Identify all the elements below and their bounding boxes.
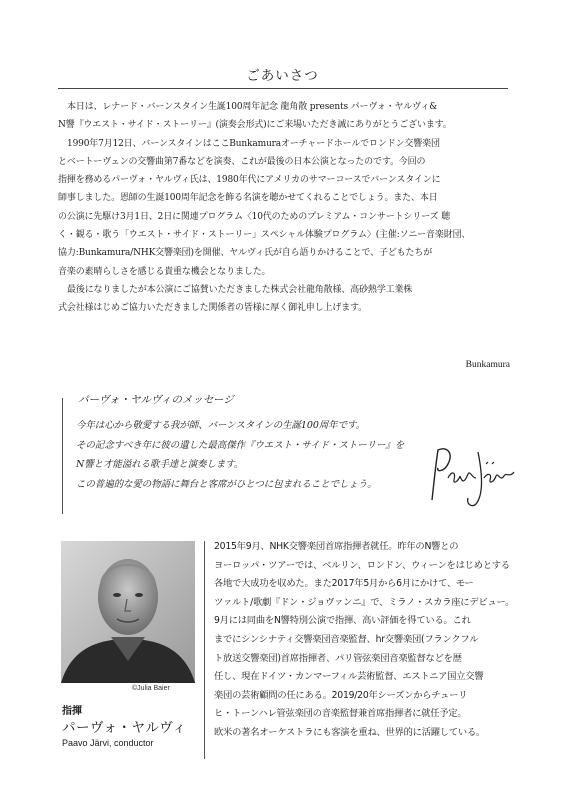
conductor-photo [61, 541, 195, 683]
message-heading: パーヴォ・ヤルヴィのメッセージ [78, 394, 234, 406]
bio-line: 任し、現在ドイツ・カンマーフィル芸術監督、エストニア国立交響 [214, 671, 484, 683]
bio-line: 9月には同曲をN響特別公演で指揮、高い評価を得ている。これ [214, 615, 471, 627]
photo-credit: ©Julia Baier [132, 685, 170, 692]
message-block [58, 382, 513, 518]
bio-line: 2015年9月、NHK交響楽団首席指揮者就任。昨年のN響との [214, 541, 459, 552]
bio-line: ツァルト/歌劇『ドン・ジョヴァンニ』で、ミラノ・スカラ座にデビュー。 [214, 596, 515, 608]
message-lines [76, 416, 416, 494]
greeting-signature: Bunkamura [465, 360, 510, 370]
message-divider [62, 398, 63, 514]
bio-line: ヒ・トーンハレ管弦楽団の音楽監督兼首席指揮者に就任予定。 [214, 708, 467, 720]
message-line: その記念すべき年に彼の遺した最高傑作『ウエスト・サイド・ストーリー』を [76, 439, 405, 451]
message-line: 今年は心から敬愛する我が師、バーンスタインの生誕100周年です。 [76, 420, 366, 431]
bio-line: ト放送交響楽団)首席指揮者、パリ管弦楽団音楽監督などを歴 [214, 652, 462, 664]
greeting-body [58, 98, 510, 318]
role-label: 指揮 [62, 706, 82, 717]
bio-line: 各地で大成功を収めた。また2017年5月から6月にかけて、モー [214, 578, 474, 590]
conductor-name-ja: パーヴォ・ヤルヴィ [62, 720, 187, 736]
conductor-biography [214, 538, 514, 743]
title-rule [58, 88, 508, 89]
bio-line: 欧米の著名オーケストラにも客演を重ね、世界的に活躍している。 [214, 726, 486, 738]
message-line: N響と才能溢れる歌手達と演奏します。 [76, 459, 244, 471]
greeting-paragraph: 本日は、レナード・バーンスタイン生誕100周年記念 龍角散 presents パーヴォ・ヤルヴィ& N響『ウエスト・サイド・ストーリー』(演奏会形式)にご来場いただき誠にありがとうございます。 [58, 102, 452, 131]
conductor-name-en: Paavo Järvi, conductor [62, 738, 154, 748]
bio-line: ヨーロッパ・ツアーでは、ベルリン、ロンドン、ウィーンをはじめとする [214, 559, 510, 571]
bio-line: 楽団の芸術顧問の任にある。2019/20年シーズンからチューリ [214, 689, 468, 701]
greeting-paragraph: 1990年7月12日、バーンスタインはここBunkamuraオーチャードホールでロンドン交響楽団 とベートーヴェンの交響曲第7番などを演奏、これが最後の日本公演となったのです。今回の 指揮を務めるパーヴォ・ヤルヴィ氏は、1980年代にアメリカのサマーコースでバーンスタインに 師事しました。恩師の生誕100周年記念を飾る名演を聴かせてくれることでしょう。また、本日 の公演に先駆け3月1日、2日に関連プログラム〈10代のためのプレミアム・コンサートシリーズ 聴 く・観る・歌う「ウエスト・サイド・ストーリー」スペシャル体験プログラム〉(主催:ソニー音楽財団、 協力:Bunkamura/NHK交響楽団)を開催、ヤルヴィ氏が自ら語りかけることで、子どもたちが 音楽の素晴らしさを感じる貴重な機会となりました。 [58, 138, 471, 277]
bio-line: までにシンシナティ交響楽団音楽監督、hr交響楽団(フランクフル [214, 633, 479, 645]
greeting-title: ごあいさつ [246, 68, 319, 84]
greeting-paragraph: 最後になりましたが本公演にご協賛いただきました株式会社龍角散様、高砂熱学工業株 式会社様はじめご協力いただきました関係者の皆様に厚く御礼申し上げます。 [58, 284, 413, 314]
bio-divider [204, 541, 205, 759]
autograph-signature [426, 442, 516, 512]
message-line: この普遍的な愛の物語に舞台と客席がひとつに包まれることでしょう。 [76, 478, 377, 490]
